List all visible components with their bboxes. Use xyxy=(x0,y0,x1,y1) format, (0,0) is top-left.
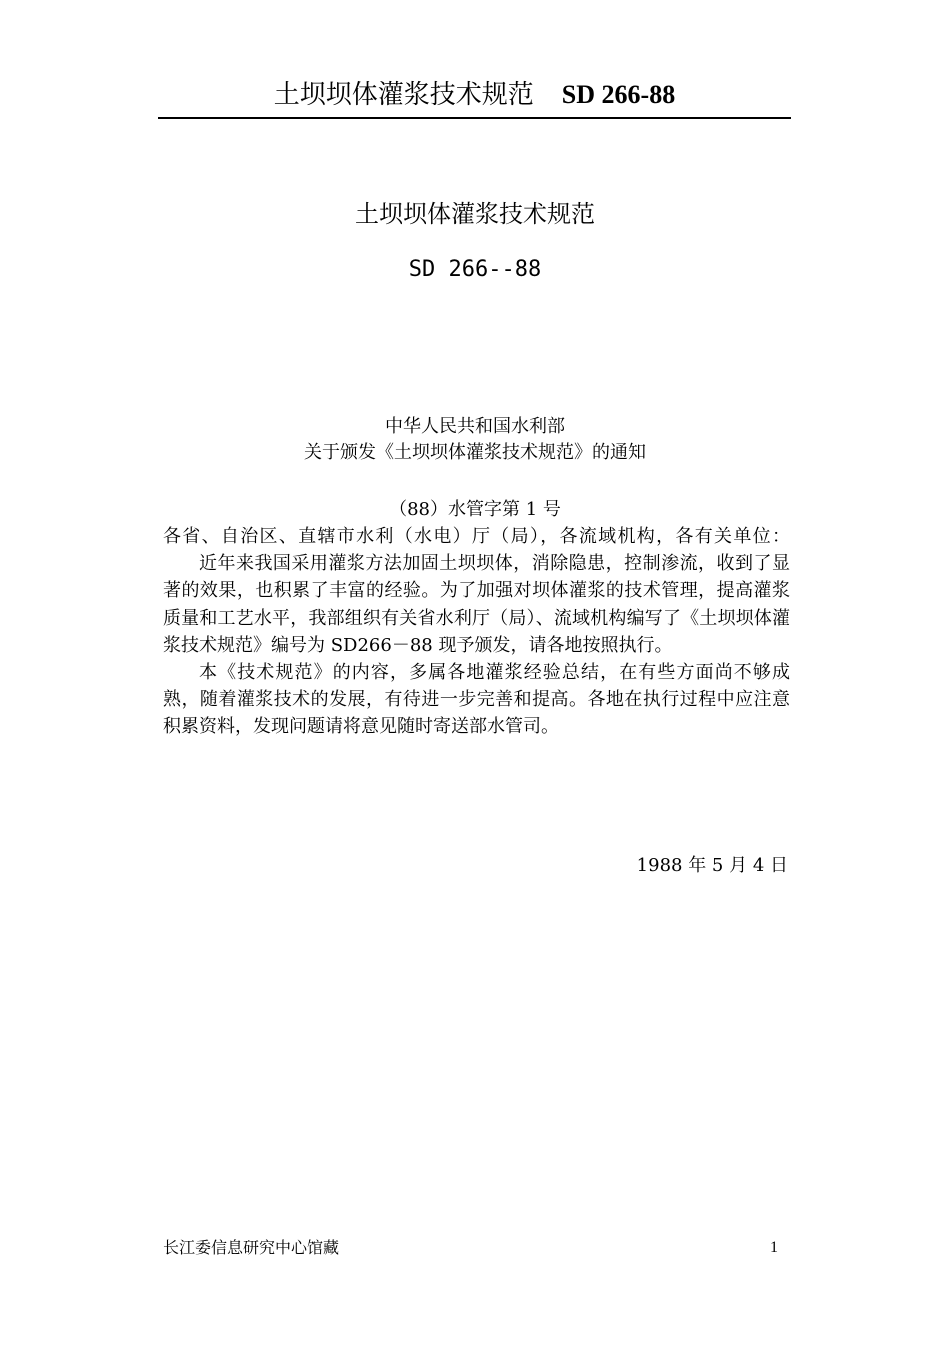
notice-addressee: 各省、自治区、直辖市水利（水电）厅（局），各流域机构，各有关单位： xyxy=(163,526,790,547)
footer-collection: 长江委信息研究中心馆藏 xyxy=(163,1238,340,1257)
notice-date: 1988 年 5 月 4 日 xyxy=(636,855,788,876)
header-divider xyxy=(158,117,791,119)
notice-number: （88）水管字第 1 号 xyxy=(389,499,561,520)
running-header-code: SD 266-88 xyxy=(561,80,676,109)
notice-paragraph-1: 近年来我国采用灌浆方法加固土坝坝体，消除隐患，控制渗流，收到了显著的效果，也积累了丰富的经验。为了加强对坝体灌浆的技术管理，提高灌浆质量和工艺水平，我部组织有关省水利厅（局）、流域机构编写了《土坝坝体灌浆技术规范》编号为 SD266－88 现予颁发，请各地按照执行。 xyxy=(163,553,790,656)
running-header-title: 土坝坝体灌浆技术规范 xyxy=(273,80,534,110)
document-title: 土坝坝体灌浆技术规范 xyxy=(355,200,595,228)
running-header xyxy=(158,78,791,112)
notice-title: 关于颁发《土坝坝体灌浆技术规范》的通知 xyxy=(304,442,646,463)
notice-issuer: 中华人民共和国水利部 xyxy=(385,416,565,437)
notice-paragraph-2: 本《技术规范》的内容，多属各地灌浆经验总结，在有些方面尚不够成熟，随着灌浆技术的发展，有待进一步完善和提高。各地在执行过程中应注意积累资料，发现问题请将意见随时寄送部水管司。 xyxy=(163,662,790,738)
document-code: SD 266--88 xyxy=(408,257,542,282)
notice-body xyxy=(163,523,790,741)
page-number: 1 xyxy=(770,1239,778,1256)
